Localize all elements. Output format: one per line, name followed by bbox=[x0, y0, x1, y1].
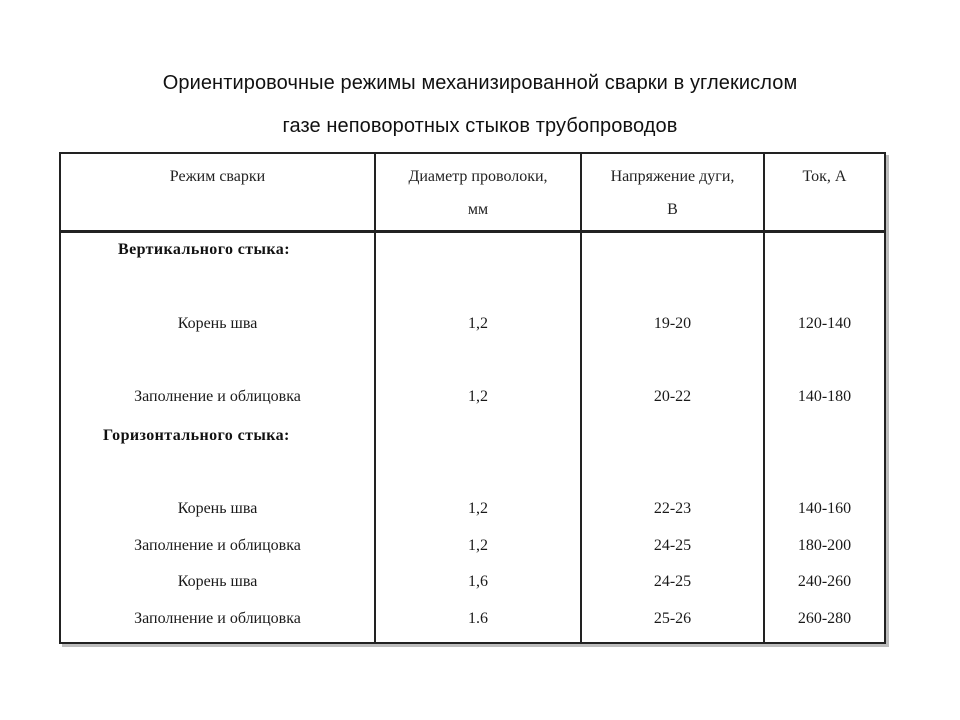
table-row bbox=[61, 570, 884, 594]
header-current bbox=[765, 160, 884, 193]
cell-current: 180-200 bbox=[797, 537, 852, 554]
cell-mode: Корень шва bbox=[177, 315, 258, 332]
header-divider bbox=[61, 230, 884, 233]
header-diameter-line1: Диаметр проволоки, bbox=[408, 168, 548, 185]
cell-diameter: 1,2 bbox=[468, 388, 488, 405]
cell-diameter: 1,2 bbox=[468, 500, 488, 517]
cell-voltage: 22-23 bbox=[653, 500, 692, 517]
cell-diameter: 1,2 bbox=[468, 315, 488, 332]
welding-modes-table bbox=[59, 152, 886, 644]
header-diameter-line2: мм bbox=[467, 201, 489, 218]
table-row bbox=[61, 607, 884, 631]
cell-diameter: 1,2 bbox=[468, 537, 488, 554]
header-mode-line1: Режим сварки bbox=[169, 168, 266, 185]
cell-diameter: 1,6 bbox=[468, 573, 488, 590]
header-current-line1: Ток, А bbox=[802, 168, 847, 185]
cell-mode: Корень шва bbox=[177, 500, 258, 517]
title-line-2: газе неповоротных стыков трубопроводов bbox=[282, 115, 678, 137]
cell-current: 140-160 bbox=[797, 500, 852, 517]
cell-mode: Заполнение и облицовка bbox=[134, 388, 301, 405]
cell-current: 240-260 bbox=[797, 573, 852, 590]
cell-voltage: 24-25 bbox=[653, 537, 692, 554]
table-row bbox=[61, 312, 884, 336]
cell-current: 260-280 bbox=[797, 610, 852, 627]
header-voltage bbox=[582, 160, 763, 226]
cell-voltage: 25-26 bbox=[653, 610, 692, 627]
cell-current: 120-140 bbox=[797, 315, 852, 332]
title-line-1: Ориентировочные режимы механизированной сварки в углекислом bbox=[162, 72, 798, 94]
table-row bbox=[61, 385, 884, 409]
header-diameter bbox=[376, 160, 580, 226]
cell-mode: Заполнение и облицовка bbox=[134, 610, 301, 627]
group-label-horizontal: Горизонтального стыка: bbox=[103, 427, 290, 444]
table-row bbox=[61, 534, 884, 558]
cell-current: 140-180 bbox=[797, 388, 852, 405]
cell-mode: Заполнение и облицовка bbox=[134, 537, 301, 554]
header-voltage-line1: Напряжение дуги, bbox=[610, 168, 735, 185]
group-label-vertical: Вертикального стыка: bbox=[118, 241, 290, 258]
cell-voltage: 24-25 bbox=[653, 573, 692, 590]
header-mode bbox=[61, 160, 374, 193]
cell-diameter: 1.6 bbox=[468, 610, 488, 627]
cell-voltage: 20-22 bbox=[653, 388, 692, 405]
cell-mode: Корень шва bbox=[177, 573, 258, 590]
cell-voltage: 19-20 bbox=[653, 315, 692, 332]
table-row bbox=[61, 497, 884, 521]
header-voltage-line2: В bbox=[667, 201, 678, 218]
